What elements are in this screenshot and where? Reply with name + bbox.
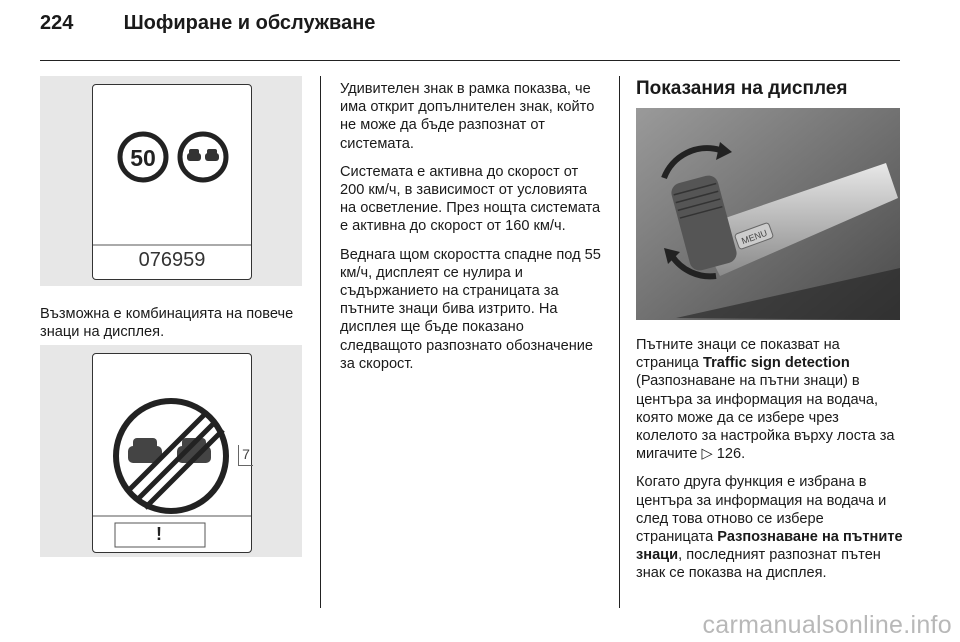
figure-sign-combination: [40, 76, 302, 286]
menu-label: MENU: [740, 227, 769, 247]
column-divider-2: [619, 76, 620, 608]
stalk-photo: [636, 108, 900, 320]
speed-limit-value: 50: [130, 145, 156, 171]
page-title: Шофиране и обслужване: [123, 12, 376, 34]
caption-text: Възможна е комбинацията на повече знаци на дисплея.: [40, 306, 294, 341]
turn-signal-stalk-illustration: [636, 108, 900, 320]
page-number: 224: [40, 12, 74, 34]
text-run: , последният разпознат пътен знак се показва на дисплея.: [636, 547, 881, 582]
watermark: carmanualsonline.info: [702, 611, 952, 639]
header-rule: [40, 60, 900, 61]
small-mark: 7: [238, 445, 253, 466]
right-paragraph-1: [636, 336, 904, 463]
text-run: Пътните знаци се показват на страница: [636, 337, 840, 372]
page-reference: 126.: [712, 446, 746, 463]
menu-name-bold: Traffic sign detection: [702, 355, 850, 372]
page-header: [40, 12, 375, 42]
right-column: [636, 336, 904, 593]
column-divider-1: [320, 76, 321, 608]
text-run: Когато друга функция е избрана в центъра за информация на водача и след това отново се избере страницата: [636, 474, 887, 546]
page-name-bold: Разпознаване на пътните знаци: [636, 529, 903, 564]
figure-end-of-restriction: [40, 345, 302, 557]
middle-paragraph-2: Системата е активна до скорост от 200 км/ч, в зависимост от условията на осветление. През нощта системата е активна до скорост от 160 км/ч.: [340, 163, 601, 235]
middle-column: [340, 80, 605, 383]
section-heading: Показания на дисплея: [636, 78, 848, 99]
text-run: (Разпознаване на пътни знаци) в центъра за информация на водача, която може да се избере чрез колелото за настройка върху лоста за мигачите: [636, 373, 895, 463]
figure-code: 076959: [138, 249, 206, 271]
middle-paragraph-3: Веднага щом скоростта спадне под 55 км/ч, дисплеят се нулира и съдържанието на страницата за пътните знаци бива изтрито. На дисплея ще бъде показано следващото разпознато обозначение за скорост.: [340, 246, 601, 372]
page-reference-icon: ▷: [701, 446, 713, 463]
right-paragraph-2: [636, 473, 904, 582]
warning-symbol: !: [156, 524, 162, 544]
middle-paragraph-1: Удивителен знак в рамка показва, че има открит допълнителен знак, който не може да бъде разпознат от системата.: [340, 81, 595, 152]
